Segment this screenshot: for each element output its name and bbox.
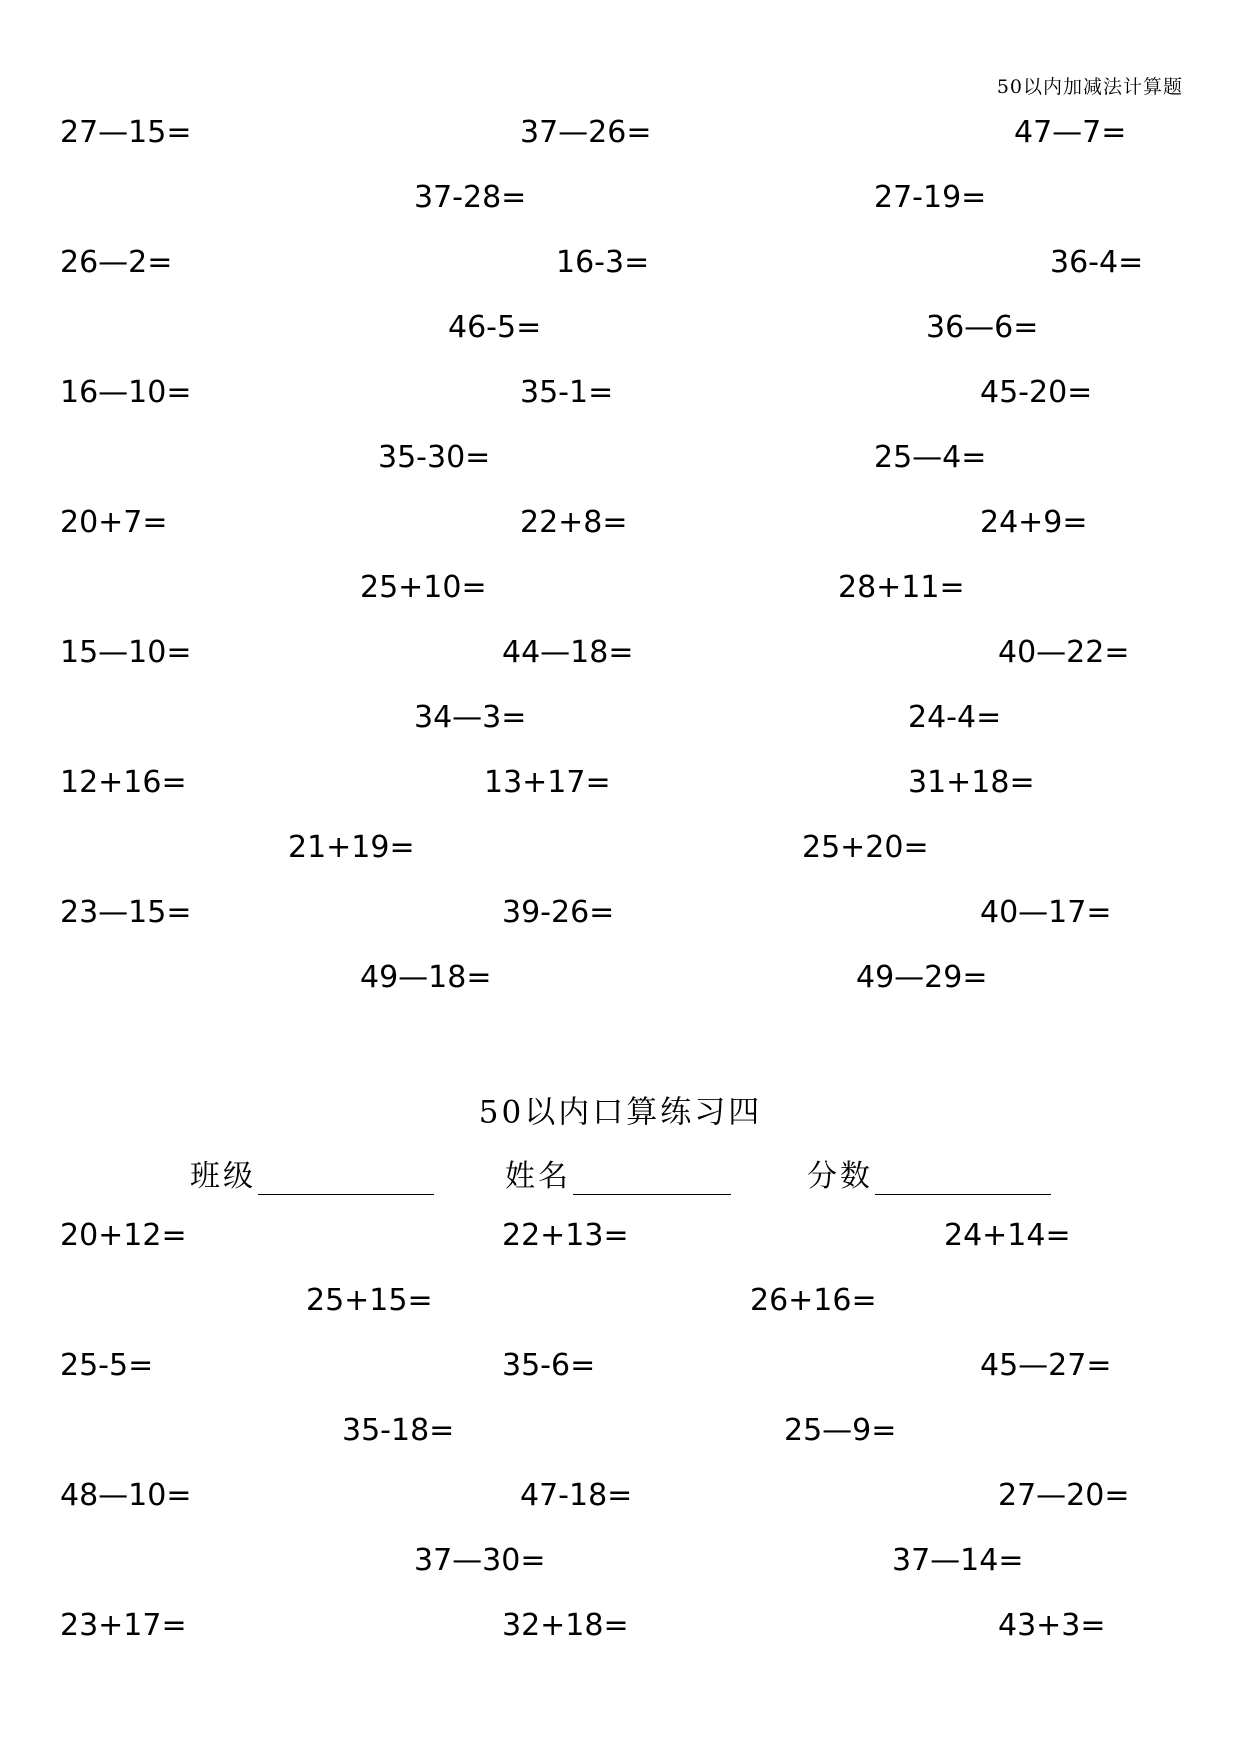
arithmetic-problem: 36-4= [1050,245,1144,280]
arithmetic-problem: 37—30= [414,1543,546,1578]
arithmetic-problem: 20+12= [60,1218,187,1253]
arithmetic-problem: 44—18= [502,635,634,670]
arithmetic-problem: 31+18= [908,765,1035,800]
arithmetic-problem: 20+7= [60,505,168,540]
arithmetic-problem: 40—22= [998,635,1130,670]
arithmetic-problem: 27—20= [998,1478,1130,1513]
arithmetic-problem: 24+9= [980,505,1088,540]
arithmetic-problem: 16-3= [556,245,650,280]
name-blank[interactable] [573,1164,731,1195]
arithmetic-problem: 21+19= [288,830,415,865]
arithmetic-problem: 22+8= [520,505,628,540]
arithmetic-problem: 45—27= [980,1348,1112,1383]
arithmetic-problem: 24+14= [944,1218,1071,1253]
arithmetic-problem: 24-4= [908,700,1002,735]
arithmetic-problem: 49—29= [856,960,988,995]
page-header: 50以内加减法计算题 [996,76,1183,98]
arithmetic-problem: 25+15= [306,1283,433,1318]
name-field [505,1151,731,1195]
class-label: 班级 [190,1159,256,1194]
arithmetic-problem: 25—9= [784,1413,897,1448]
arithmetic-problem: 26+16= [750,1283,877,1318]
section-title: 50以内口算练习四 [478,1094,763,1131]
arithmetic-problem: 35-18= [342,1413,455,1448]
arithmetic-problem: 26—2= [60,245,173,280]
arithmetic-problem: 23—15= [60,895,192,930]
score-field [807,1151,1051,1195]
arithmetic-problem: 45-20= [980,375,1093,410]
arithmetic-problem: 48—10= [60,1478,192,1513]
arithmetic-problem: 22+13= [502,1218,629,1253]
arithmetic-problem: 16—10= [60,375,192,410]
class-field [190,1151,434,1195]
arithmetic-problem: 37-28= [414,180,527,215]
arithmetic-problem: 13+17= [484,765,611,800]
arithmetic-problem: 47—7= [1014,115,1127,150]
arithmetic-problem: 35-1= [520,375,614,410]
arithmetic-problem: 15—10= [60,635,192,670]
arithmetic-problem: 37—26= [520,115,652,150]
name-label: 姓名 [505,1159,571,1194]
arithmetic-problem: 35-30= [378,440,491,475]
arithmetic-problem: 34—3= [414,700,527,735]
arithmetic-problem: 39-26= [502,895,615,930]
arithmetic-problem: 37—14= [892,1543,1024,1578]
arithmetic-problem: 40—17= [980,895,1112,930]
arithmetic-problem: 25-5= [60,1348,154,1383]
arithmetic-problem: 27—15= [60,115,192,150]
arithmetic-problem: 27-19= [874,180,987,215]
arithmetic-problem: 49—18= [360,960,492,995]
score-blank[interactable] [875,1164,1051,1195]
arithmetic-problem: 43+3= [998,1608,1106,1643]
arithmetic-problem: 23+17= [60,1608,187,1643]
arithmetic-problem: 35-6= [502,1348,596,1383]
arithmetic-problem: 32+18= [502,1608,629,1643]
arithmetic-problem: 46-5= [448,310,542,345]
arithmetic-problem: 36—6= [926,310,1039,345]
arithmetic-problem: 25—4= [874,440,987,475]
arithmetic-problem: 12+16= [60,765,187,800]
score-label: 分数 [807,1159,873,1194]
arithmetic-problem: 25+10= [360,570,487,605]
arithmetic-problem: 28+11= [838,570,965,605]
arithmetic-problem: 25+20= [802,830,929,865]
arithmetic-problem: 47-18= [520,1478,633,1513]
class-blank[interactable] [258,1164,434,1195]
